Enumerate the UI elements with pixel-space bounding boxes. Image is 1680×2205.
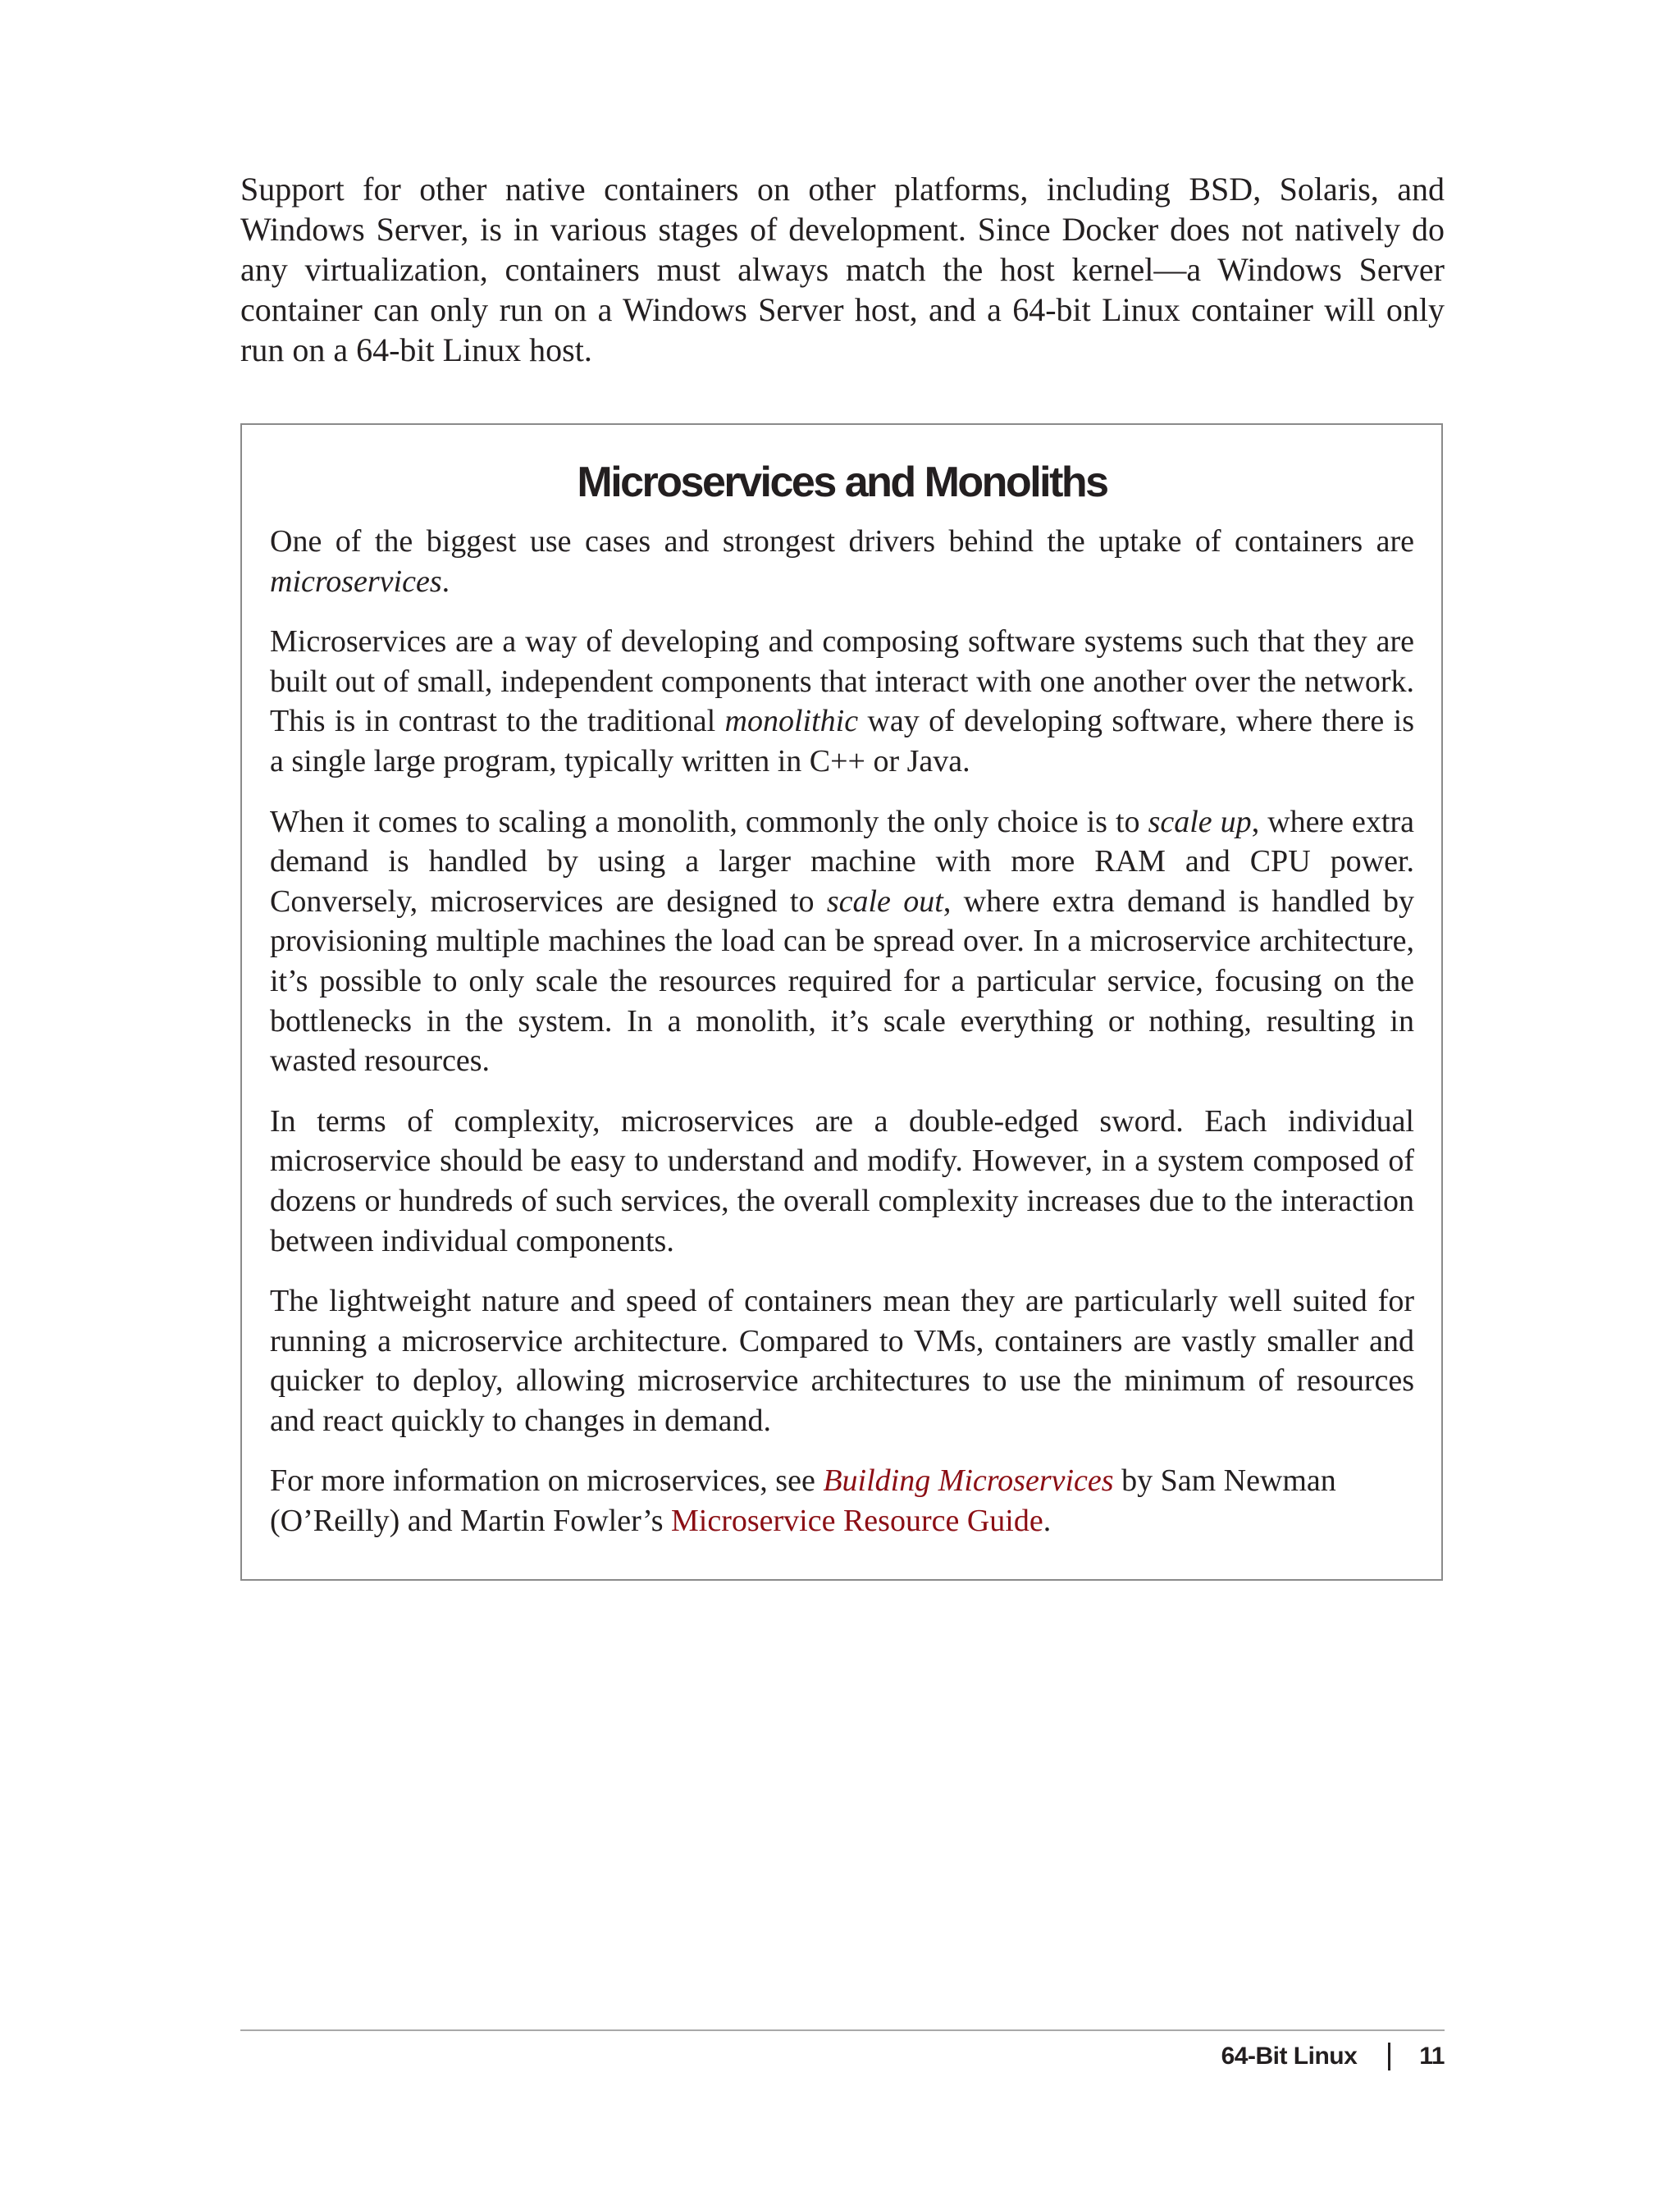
- sidebar-paragraph-2: [270, 622, 1414, 781]
- sidebar-title: Microservices and Monoliths: [577, 459, 1107, 506]
- intro-paragraph: Support for other native containers on other platforms, including BSD, Solaris, and Windows Server, is in various stages of development. Since Docker does not natively do any virtualization, containers must always match the host kernel—a Windows Server container can only run on a Windows Server host, and a 64-bit Linux container will only run on a 64-bit Linux host.: [240, 171, 1445, 368]
- sidebar-paragraph-5: The lightweight nature and speed of containers mean they are particularly well suited for running a microservice architecture. Compared to VMs, containers are vastly smaller and quicker to deploy, allowing microservice architectures to use the minimum of resources and react quickly to changes in demand.: [270, 1284, 1414, 1438]
- p3-emphasis-1: scale up: [1148, 804, 1252, 839]
- building-microservices-link[interactable]: Building Microservices: [823, 1463, 1114, 1499]
- sidebar-box: [240, 423, 1443, 1581]
- sidebar-paragraph-3: [270, 802, 1414, 1081]
- page-number: 11: [1419, 2043, 1445, 2070]
- footer-section-title: 64-Bit Linux: [1221, 2043, 1358, 2070]
- p3-text-a: When it comes to scaling a monolith, commonly the only choice is to: [270, 804, 1148, 839]
- p3-emphasis-2: scale out: [826, 883, 943, 919]
- sidebar-paragraph-6: [270, 1461, 1414, 1541]
- footer-separator: [1388, 2043, 1390, 2070]
- p6-end: .: [1043, 1504, 1052, 1539]
- p2-text-b: way of developing software, where there is a single large program, typically written in C++ or Java.: [270, 704, 1414, 778]
- microservice-resource-guide-link[interactable]: Microservice Resource Guide: [671, 1504, 1043, 1539]
- p2-emphasis: monolithic: [724, 704, 859, 739]
- p3-text-c: , where extra demand is handled by provisioning multiple machines the load can be spread over. In a microservice architecture, it’s possible to only scale the resources required for a particular service, focusing on the bottlenecks in the system. In a monolith, it’s scale everything or nothing, resulting in wasted resources.: [270, 883, 1415, 1079]
- p1-end: .: [441, 564, 450, 599]
- footer-rule: [240, 2029, 1445, 2031]
- sidebar-paragraph-1: [270, 522, 1414, 601]
- p6-text-a: For more information on microservices, see: [270, 1463, 824, 1499]
- sidebar-paragraph-4: In terms of complexity, microservices are a double-edged sword. Each individual microservice should be easy to understand and modify. However, in a system composed of dozens or hundreds of such services, the overall complexity increases due to the interaction between individual components.: [270, 1103, 1414, 1258]
- running-footer: [1221, 2040, 1445, 2073]
- p2-text-a: Microservices are a way of developing and composing software systems such that they are built out of small, independent components that interact with one another over the network. This is in contrast to the traditional: [270, 624, 1414, 739]
- p1-emphasis: microservices: [270, 564, 442, 599]
- p6-text-b: by Sam Newman (O’Reilly) and Martin Fowler’s: [270, 1463, 1336, 1539]
- p3-text-b: , where extra demand is handled by using a larger machine with more RAM and CPU power. Conversely, microservices are designed to: [270, 804, 1415, 919]
- p1-text: One of the biggest use cases and strongest drivers behind the uptake of containers are: [270, 524, 1414, 559]
